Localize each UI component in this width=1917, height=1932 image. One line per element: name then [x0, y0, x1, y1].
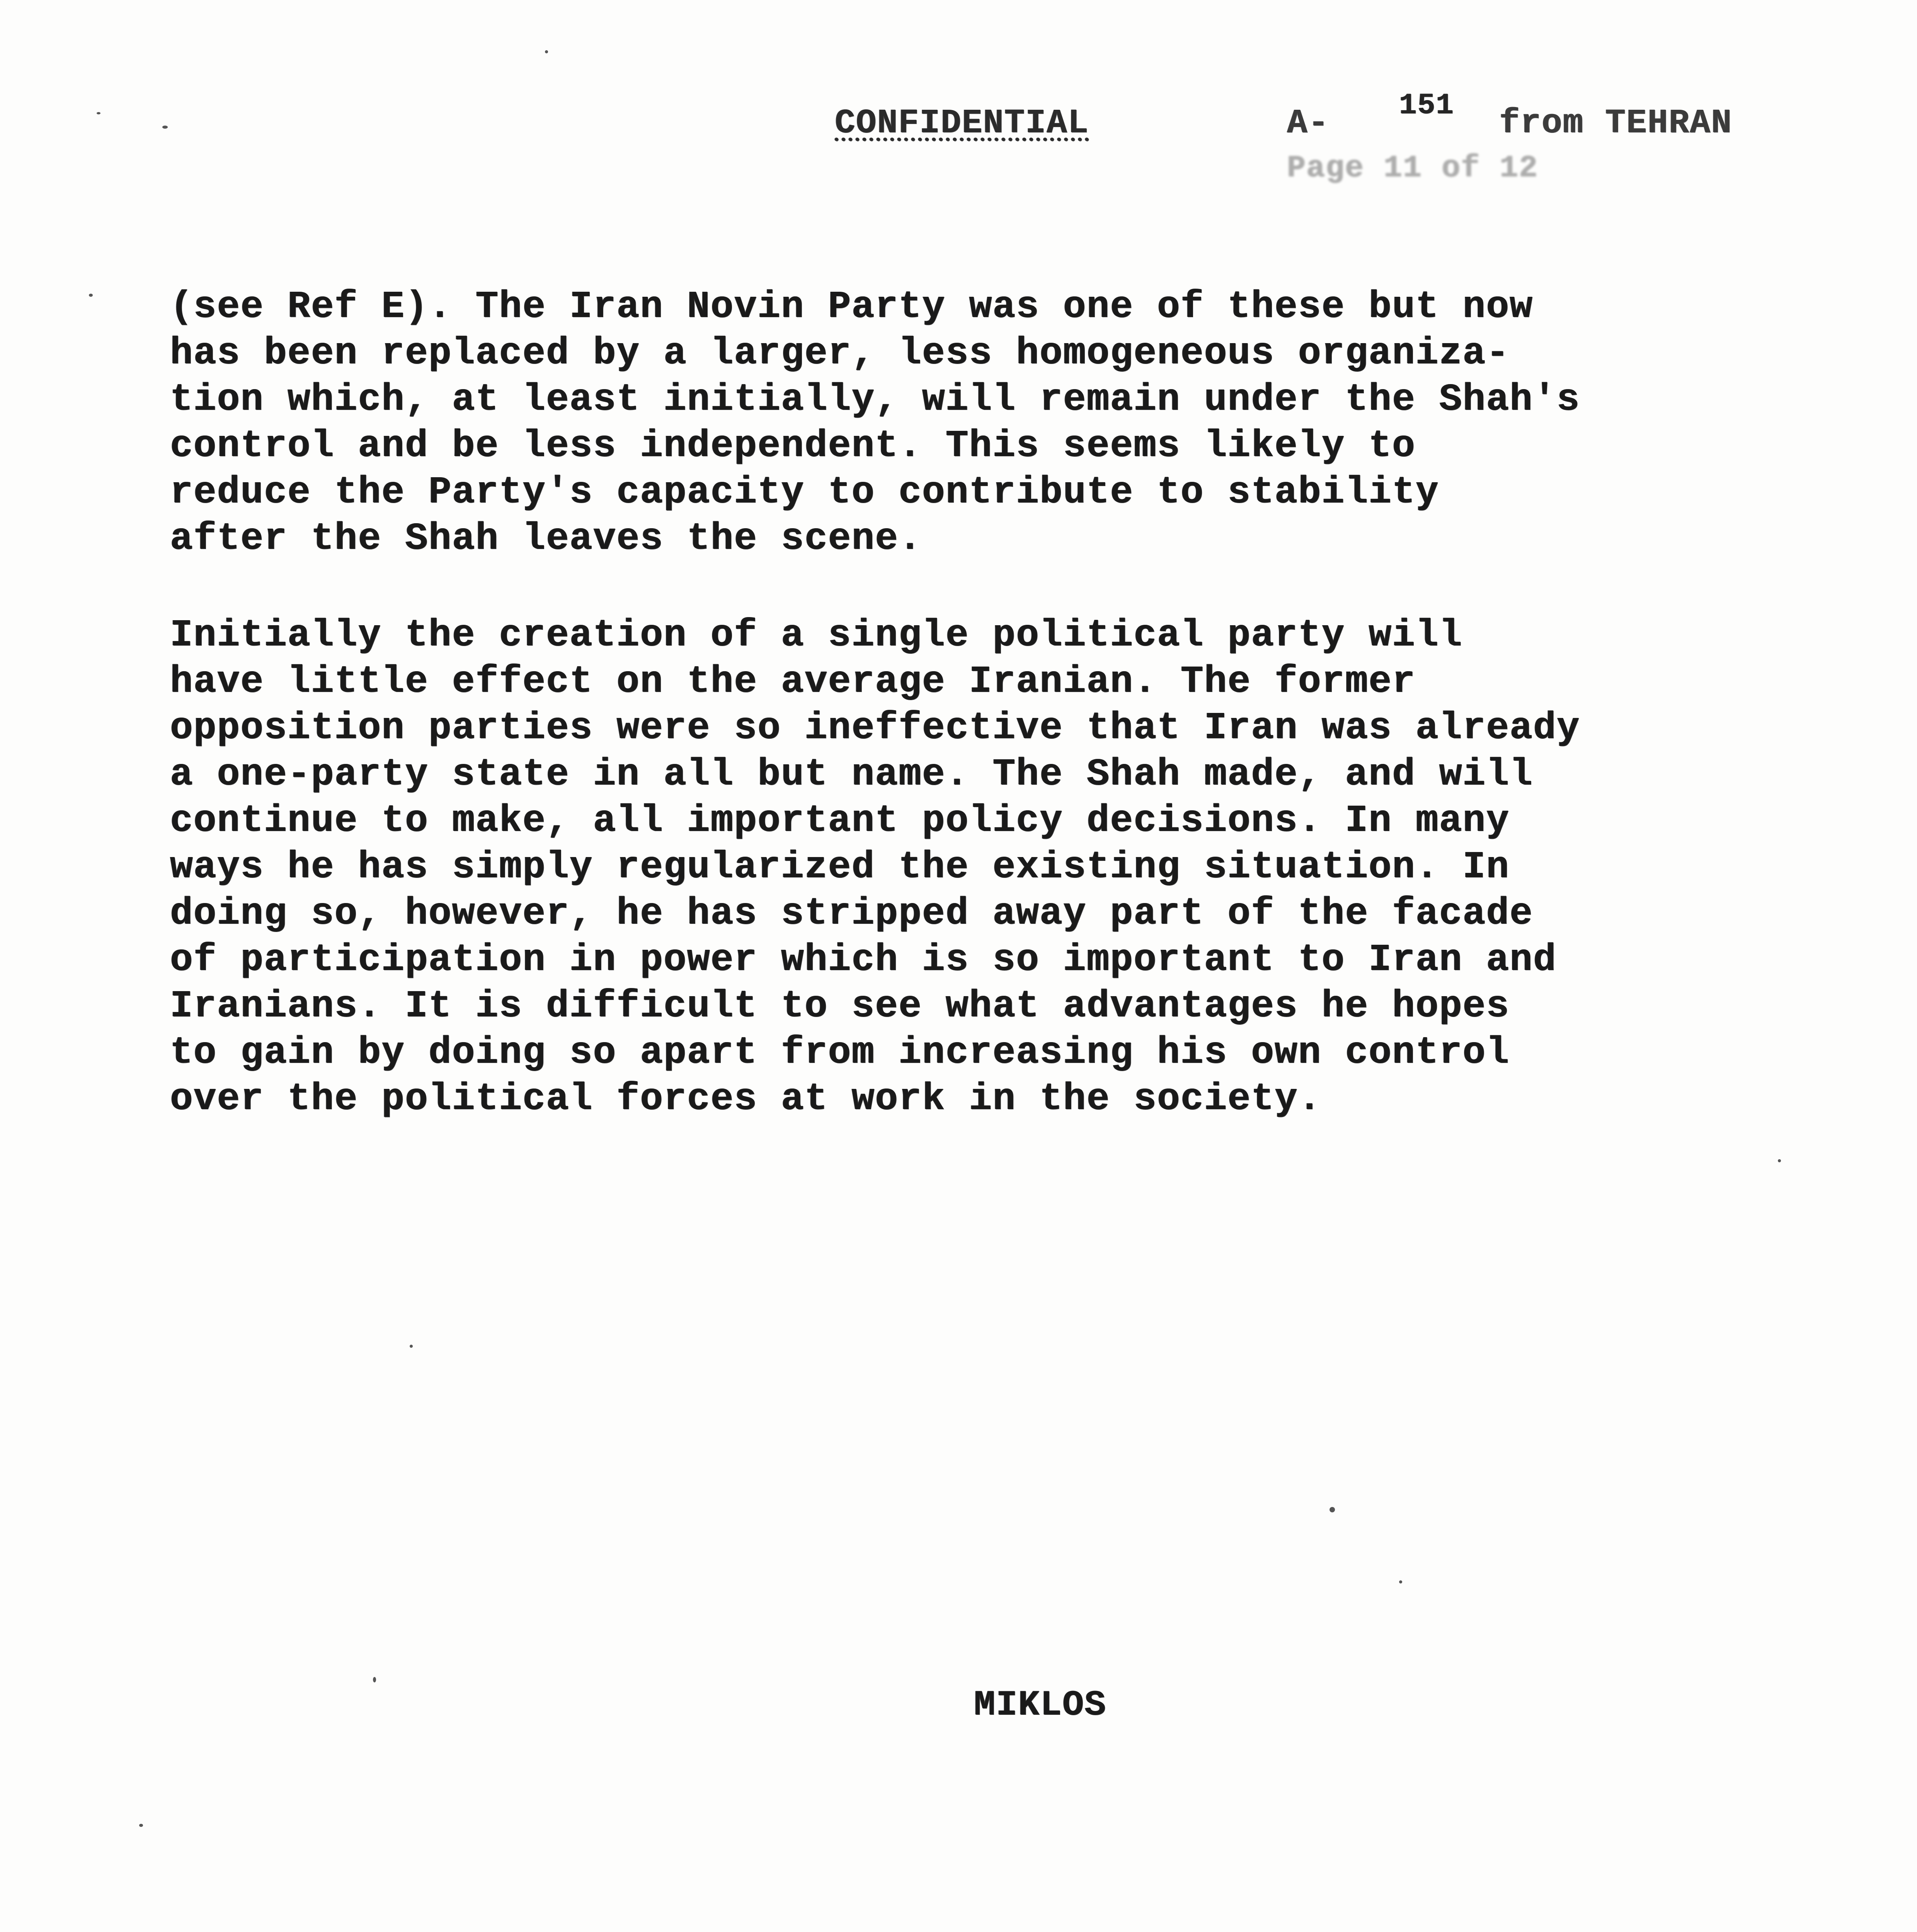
body-text-line: ways he has simply regularized the existing situation. In — [170, 846, 1510, 889]
body-text-line: to gain by doing so apart from increasing his own control — [170, 1031, 1510, 1074]
airgram-number: 151 — [1399, 89, 1454, 122]
body-text-line: (see Ref E). The Iran Novin Party was one of these but now — [170, 286, 1533, 328]
body-text-line: of participation in power which is so important to Iran and — [170, 939, 1557, 981]
body-text-line: have little effect on the average Iranian. The former — [170, 660, 1416, 703]
document-body — [170, 284, 1817, 1173]
header-classification-stamp: CONFIDENTIAL — [835, 104, 1089, 143]
body-text-line: over the political forces at work in the society. — [170, 1078, 1322, 1121]
body-text-line: has been replaced by a larger, less homogeneous organiza- — [170, 332, 1510, 375]
body-paragraph — [170, 612, 1817, 1122]
scan-speck — [162, 126, 168, 129]
signature: MIKLOS — [974, 1685, 1107, 1725]
scan-speck — [97, 112, 100, 114]
body-text-line: reduce the Party's capacity to contribute to stability — [170, 471, 1439, 514]
airgram-prefix: A- — [1287, 104, 1330, 143]
body-text-line: after the Shah leaves the scene. — [170, 517, 922, 560]
scan-speck — [545, 50, 548, 53]
body-text-line: a one-party state in all but name. The Shah made, and will — [170, 753, 1533, 796]
airgram-source: from TEHRAN — [1499, 104, 1733, 143]
body-text-line: Initially the creation of a single political party will — [170, 614, 1463, 657]
airgram-reference — [1287, 77, 1828, 193]
body-text-line: tion which, at least initially, will remain under the Shah's — [170, 378, 1580, 421]
scan-speck — [1778, 1159, 1781, 1162]
body-paragraph — [170, 284, 1817, 562]
scan-speck — [373, 1677, 376, 1682]
scan-speck — [410, 1345, 413, 1348]
body-text-line: control and be less independent. This seems likely to — [170, 425, 1416, 468]
airgram-page-indicator: Page 11 of 12 — [1287, 151, 1539, 186]
body-text-line: doing so, however, he has stripped away part of the facade — [170, 892, 1533, 935]
airgram-reference-line — [1287, 104, 1732, 143]
body-text-line: opposition parties were so ineffective that Iran was already — [170, 707, 1580, 750]
body-text-line: continue to make, all important policy decisions. In many — [170, 799, 1510, 842]
scan-speck — [1330, 1507, 1335, 1512]
scan-speck — [139, 1824, 143, 1827]
scan-speck — [1399, 1580, 1402, 1583]
scan-speck — [89, 294, 93, 297]
body-text-line: Iranians. It is difficult to see what advantages he hopes — [170, 985, 1510, 1028]
